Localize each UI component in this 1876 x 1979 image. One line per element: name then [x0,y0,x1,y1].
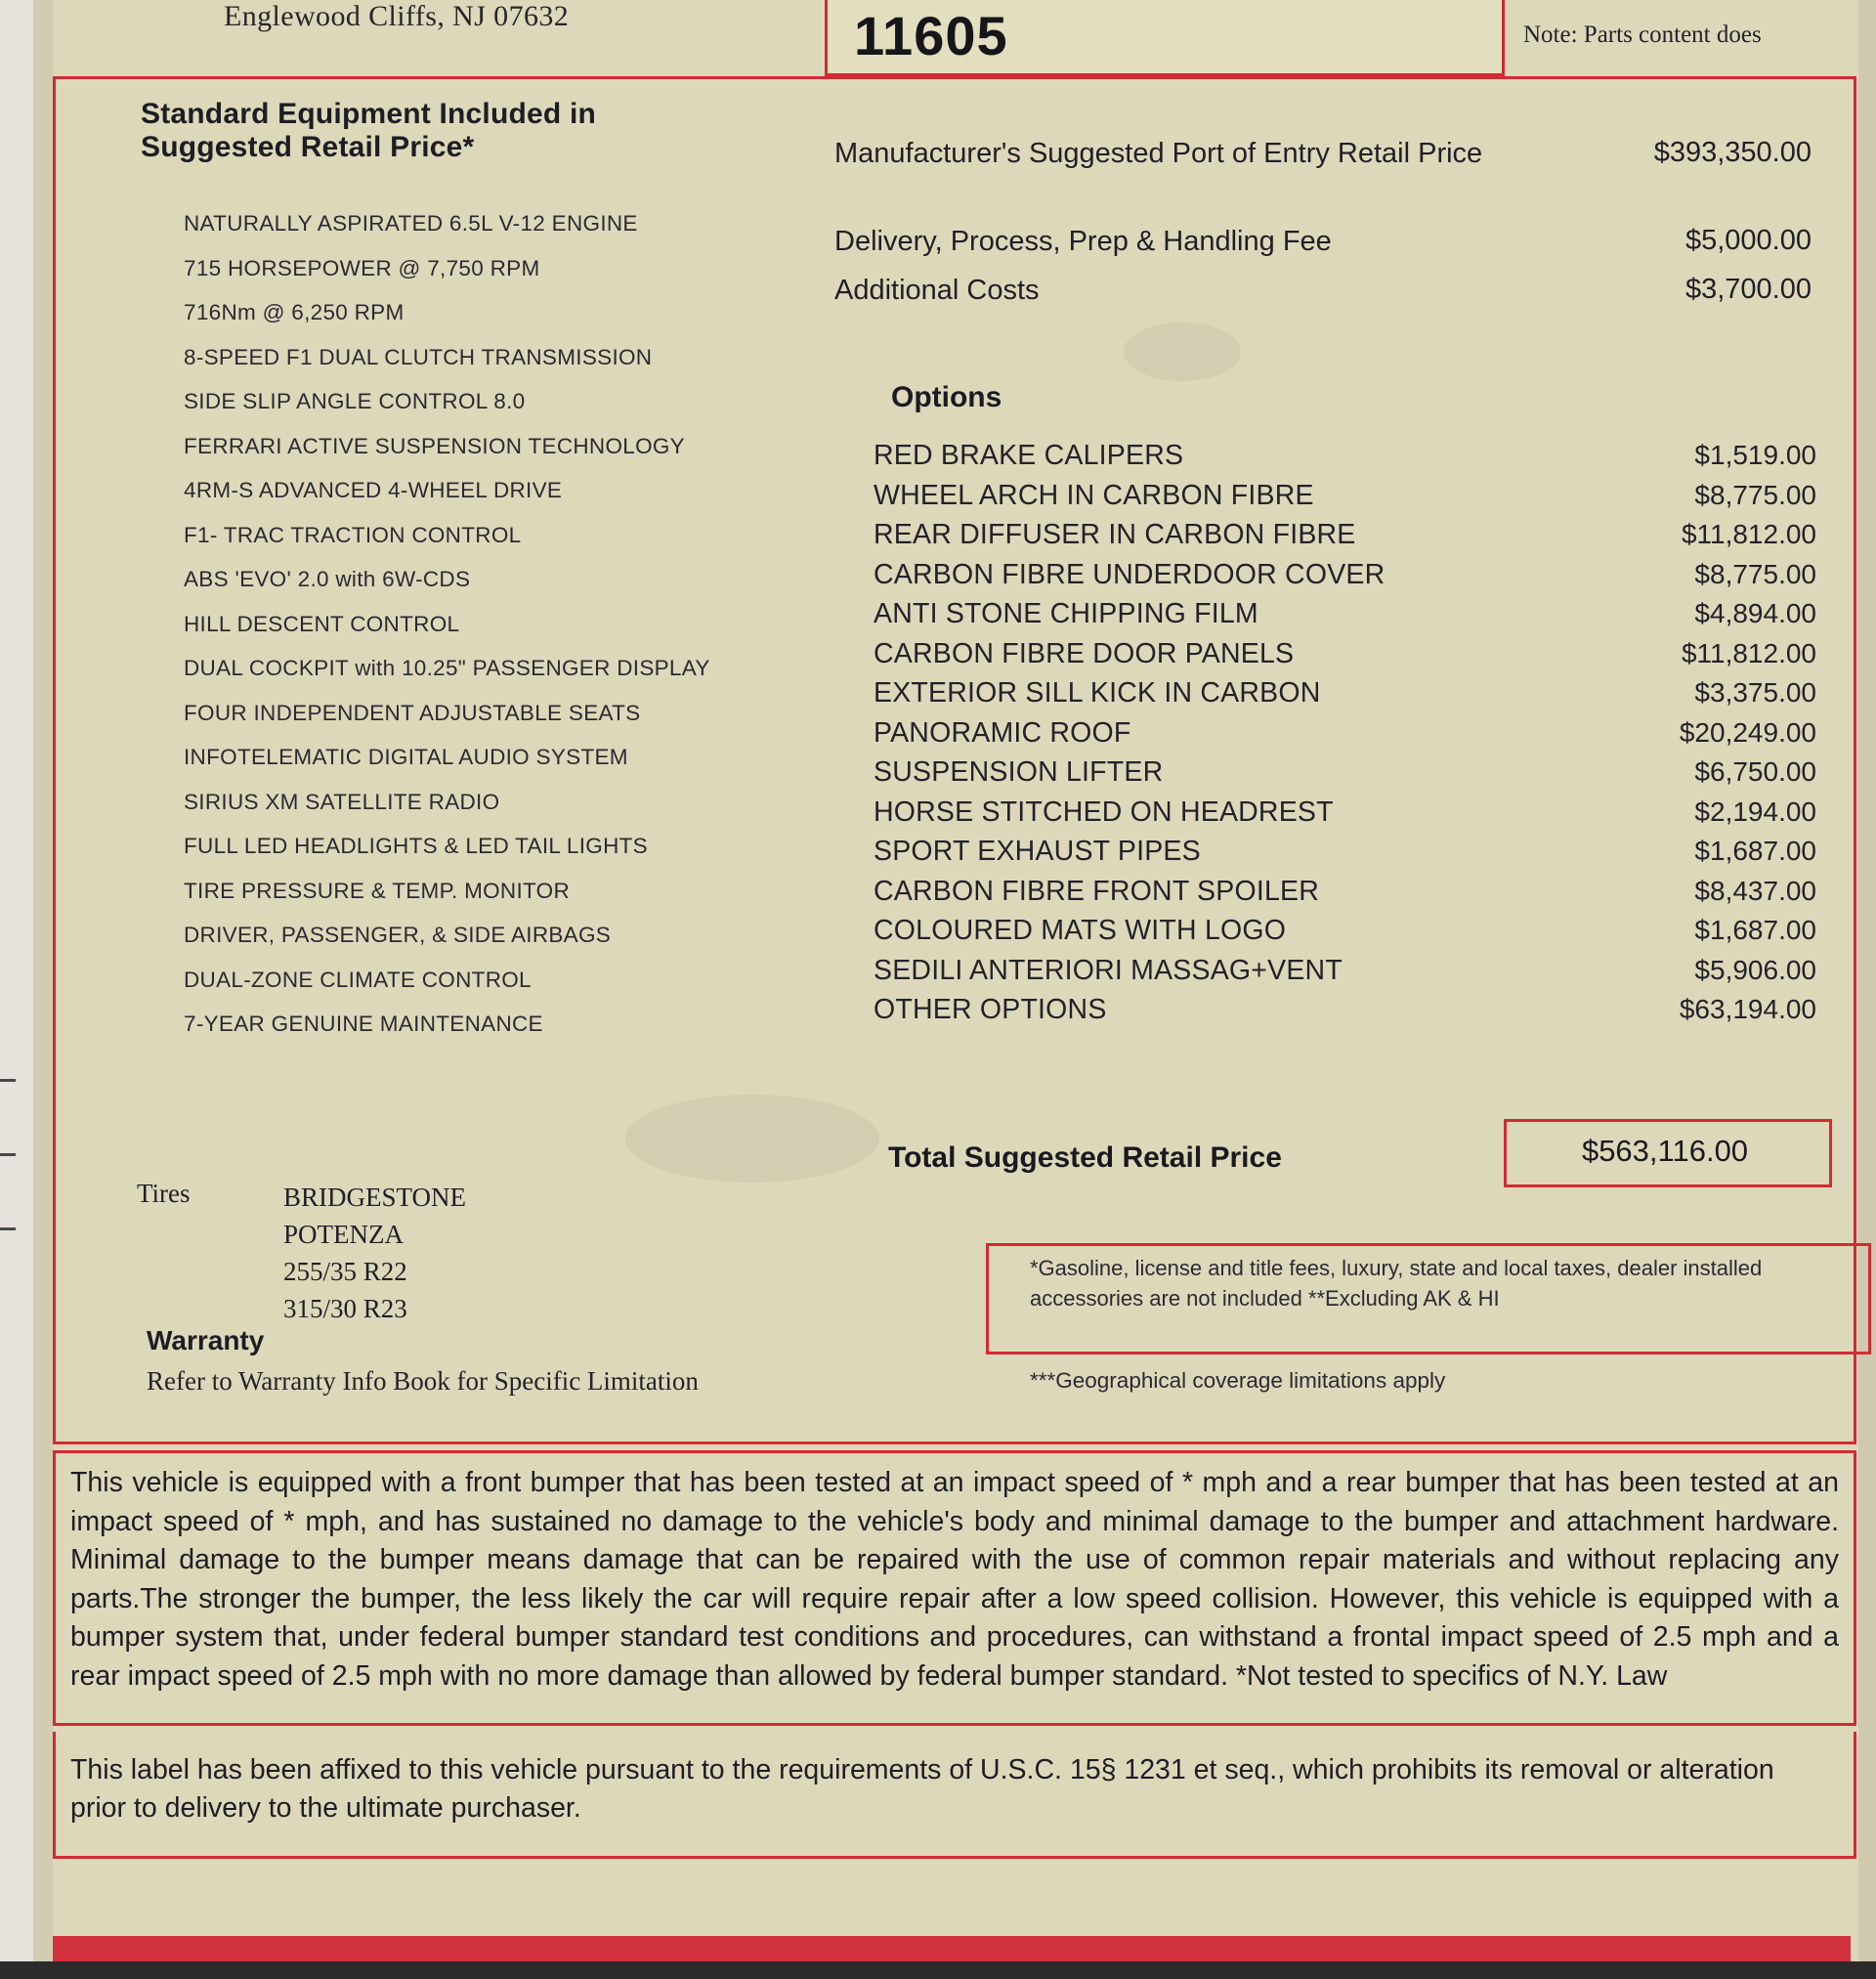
bottom-dark-edge [0,1961,1876,1979]
option-row [874,796,1816,837]
option-price: $63,194.00 [1679,994,1816,1024]
option-row [874,915,1816,955]
option-price: $1,687.00 [1694,836,1816,866]
option-name: CARBON FIBRE DOOR PANELS [874,637,1295,669]
tire-brand: BRIDGESTONE POTENZA [283,1183,467,1249]
option-name: SEDILI ANTERIORI MASSAG+VENT [874,954,1343,986]
option-price: $5,906.00 [1694,954,1816,985]
page-left-edge [0,0,35,1979]
standard-equipment-title: Standard Equipment Included in Suggested Retail Price* [141,98,597,163]
price-label: Additional Costs [834,275,1040,306]
option-row [874,440,1816,480]
option-name: SUSPENSION LIFTER [874,756,1164,788]
bottom-red-band [53,1936,1851,1961]
price-row [834,225,1812,268]
option-name: REAR DIFFUSER IN CARBON FIBRE [874,519,1356,550]
option-row [874,559,1816,599]
price-value: $3,700.00 [1684,274,1812,305]
option-name: OTHER OPTIONS [874,994,1107,1025]
option-name: EXTERIOR SILL KICK IN CARBON [874,677,1321,709]
option-name: CARBON FIBRE FRONT SPOILER [874,875,1319,907]
edge-tick-mark [0,1153,16,1156]
option-price: $4,894.00 [1694,598,1816,628]
list-item: 716Nm @ 6,250 RPM [184,300,405,324]
option-name: SPORT EXHAUST PIPES [874,836,1201,867]
page-left-edge-inner [33,0,53,1979]
options-title: Options [891,381,1002,413]
option-price: $1,519.00 [1694,440,1816,470]
warranty-text: Refer to Warranty Info Book for Specific Limitation [147,1366,699,1396]
parts-content-note: Note: Parts content does [1523,22,1762,48]
list-item: TIRE PRESSURE & TEMP. MONITOR [184,878,571,903]
tires-values [283,1179,466,1327]
edge-tick-mark [0,1079,16,1082]
option-name: WHEEL ARCH IN CARBON FIBRE [874,479,1314,511]
list-item: 4RM-S ADVANCED 4-WHEEL DRIVE [184,478,563,502]
price-label: Manufacturer's Suggested Port of Entry Retail Price [834,138,1483,169]
list-item: DUAL-ZONE CLIMATE CONTROL [184,967,532,992]
geographical-note: ***Geographical coverage limitations apply [1030,1368,1446,1393]
option-name: ANTI STONE CHIPPING FILM [874,598,1258,629]
option-price: $2,194.00 [1694,796,1816,827]
price-label: Delivery, Process, Prep & Handling Fee [834,226,1332,257]
tire-front-size: 255/35 R22 [283,1257,407,1286]
list-item: HILL DESCENT CONTROL [184,611,460,636]
tires-label: Tires [137,1179,191,1208]
option-price: $3,375.00 [1694,677,1816,708]
standard-equipment-list [145,211,858,1056]
option-row [874,955,1816,995]
option-name: COLOURED MATS WITH LOGO [874,915,1287,946]
list-item: F1- TRAC TRACTION CONTROL [184,522,522,547]
dealer-address: Englewood Cliffs, NJ 07632 [224,0,570,32]
option-price: $8,437.00 [1694,875,1816,906]
bumper-statement-text: This vehicle is equipped with a front bumper that has been tested at an impact speed of * mph and a rear bumper that has been tested at an impact speed of * mph, and has sustained no damage to the vehicle's body and minimal damage to the bumper and attachment hardware. Minimal damage to the bumper means damage that can be repaired with the use of common repair materials and without replacing any parts.The stronger the bumper, the less likely the car will require repair after a low speed collision. However, this vehicle is equipped with a bumper system that, under federal bumper standard test conditions and procedures, can withstand a frontal impact speed of 2.5 mph and a rear impact speed of 2.5 mph with no more damage than allowed by federal bumper standard. *Not tested to specifics of N.Y. Law [70,1467,1839,1692]
option-row [874,598,1816,638]
option-name: HORSE STITCHED ON HEADREST [874,796,1334,828]
price-value: $5,000.00 [1684,225,1812,256]
option-name: PANORAMIC ROOF [874,716,1131,749]
label-content [53,0,1858,1915]
option-row [874,480,1816,520]
list-item: NATURALLY ASPIRATED 6.5L V-12 ENGINE [184,211,638,236]
stock-number: 11605 [854,5,1008,66]
option-row [874,994,1816,1034]
option-price: $11,812.00 [1681,637,1816,668]
warranty-title: Warranty [147,1325,265,1355]
list-item: ABS 'EVO' 2.0 with 6W-CDS [184,567,471,591]
price-row [834,274,1812,317]
list-item: SIRIUS XM SATELLITE RADIO [184,789,500,814]
option-price: $11,812.00 [1681,519,1816,549]
list-item: SIDE SLIP ANGLE CONTROL 8.0 [184,389,526,413]
list-item: DUAL COCKPIT with 10.25" PASSENGER DISPLAY [184,656,710,680]
total-price-label: Total Suggested Retail Price [888,1141,1282,1174]
edge-tick-mark [0,1227,16,1230]
option-row [874,836,1816,876]
option-name: RED BRAKE CALIPERS [874,440,1184,471]
list-item: 715 HORSEPOWER @ 7,750 RPM [184,255,540,280]
list-item: INFOTELEMATIC DIGITAL AUDIO SYSTEM [184,745,628,769]
options-list [874,440,1816,1034]
option-row [874,717,1816,757]
list-item: DRIVER, PASSENGER, & SIDE AIRBAGS [184,923,612,947]
option-row [874,519,1816,559]
list-item: 8-SPEED F1 DUAL CLUTCH TRANSMISSION [184,344,653,369]
option-row [874,677,1816,717]
total-price-value: $563,116.00 [1581,1134,1749,1168]
price-summary [834,137,1812,323]
option-row [874,876,1816,916]
option-price: $8,775.00 [1694,479,1816,510]
option-row [874,756,1816,796]
option-price: $1,687.00 [1694,915,1816,945]
label-statement-text: This label has been affixed to this vehicle pursuant to the requirements of U.S.C. 15§ 1231 et seq., which prohibits its removal or alteration prior to delivery to the ultimate purchaser. [70,1754,1774,1824]
option-price: $20,249.00 [1679,716,1816,748]
list-item: FERRARI ACTIVE SUSPENSION TECHNOLOGY [184,433,685,458]
option-price: $8,775.00 [1694,558,1816,589]
tire-rear-size: 315/30 R23 [283,1294,407,1323]
fine-print-text: *Gasoline, license and title fees, luxury, state and local taxes, dealer installed accessories are not included **Excluding AK & HI [1030,1256,1763,1311]
option-name: CARBON FIBRE UNDERDOOR COVER [874,558,1386,590]
price-value: $393,350.00 [1653,137,1812,168]
option-price: $6,750.00 [1694,756,1816,787]
list-item: 7-YEAR GENUINE MAINTENANCE [184,1011,543,1036]
page-right-edge [1858,0,1876,1979]
price-row [834,137,1812,219]
option-row [874,638,1816,678]
list-item: FOUR INDEPENDENT ADJUSTABLE SEATS [184,700,641,725]
list-item: FULL LED HEADLIGHTS & LED TAIL LIGHTS [184,834,648,858]
